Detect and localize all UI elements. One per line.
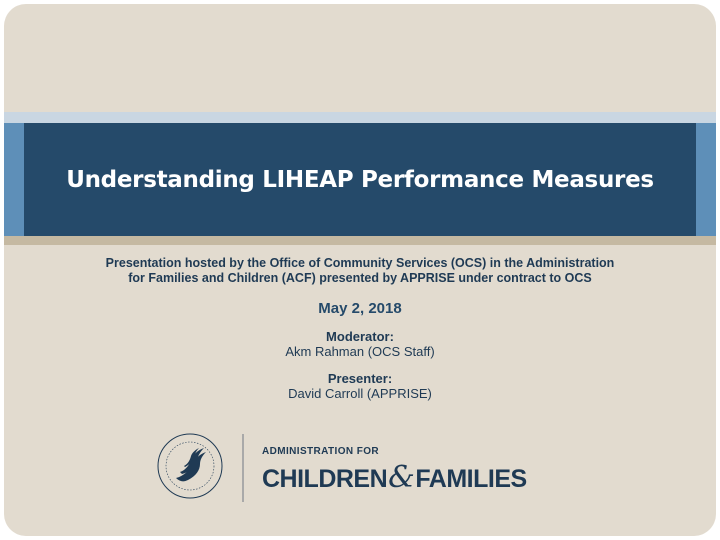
left-accent-bar — [4, 123, 24, 236]
top-accent-band — [4, 112, 716, 123]
moderator-name: Akm Rahman (OCS Staff) — [285, 344, 435, 359]
hosted-line-1: Presentation hosted by the Office of Community Services (OCS) in the Administration — [105, 256, 615, 270]
right-accent-bar — [696, 123, 716, 236]
logo-children: CHILDREN — [262, 465, 388, 493]
acf-logo — [156, 432, 527, 504]
slide-body — [4, 256, 716, 401]
title-underline-band — [4, 236, 716, 245]
logo-families: FAMILIES — [415, 465, 527, 493]
logo-ampersand: & — [388, 460, 415, 495]
logo-divider — [242, 434, 244, 502]
moderator-label: Moderator: — [326, 329, 394, 344]
logo-administration-for: ADMINISTRATION FOR — [262, 446, 380, 457]
presenter-label: Presenter: — [327, 371, 393, 386]
presentation-date: May 2, 2018 — [318, 300, 402, 317]
presenter-name: David Carroll (APPRISE) — [288, 386, 432, 401]
hhs-seal-eagle-icon — [156, 432, 224, 500]
slide-title: Understanding LIHEAP Performance Measures — [66, 166, 654, 193]
title-box — [24, 123, 696, 236]
slide — [4, 4, 716, 536]
logo-children-families — [262, 460, 527, 495]
hosted-line-2: for Families and Children (ACF) presented by APPRISE under contract to OCS — [128, 271, 592, 285]
hosted-by-text — [40, 256, 680, 286]
